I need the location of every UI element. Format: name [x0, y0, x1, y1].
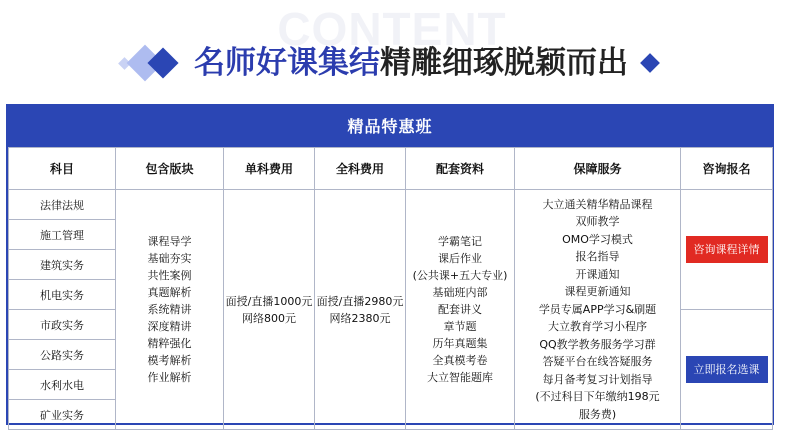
- subject-cell: 水利水电: [9, 370, 116, 400]
- service-item: (不过科目下年缴纳198元: [535, 390, 660, 404]
- module-item: 基础夯实: [147, 252, 192, 265]
- material-item: 大立智能题库: [427, 371, 493, 384]
- single-fee-cell: [224, 190, 315, 430]
- material-item: 学霸笔记: [438, 235, 482, 248]
- services-cell: [515, 190, 681, 430]
- module-item: 系统精讲: [147, 303, 192, 316]
- module-item: 共性案例: [147, 269, 192, 282]
- column-header: 咨询报名: [681, 148, 773, 190]
- subject-cell: 公路实务: [9, 340, 116, 370]
- material-item: 配套讲义: [438, 303, 482, 316]
- service-item: QQ教学教务服务学习群: [539, 337, 656, 351]
- headline-rest: 精雕细琢脱颖而出: [380, 45, 628, 81]
- material-item: 课后作业: [438, 252, 482, 265]
- module-item: 深度精讲: [147, 320, 192, 333]
- service-item: OMO学习模式: [562, 232, 633, 246]
- module-item: 精粹强化: [147, 337, 192, 350]
- consult-course-button[interactable]: 咨询课程详情: [686, 236, 768, 263]
- material-item: 章节题: [443, 320, 477, 333]
- material-item: (公共课+五大专业): [412, 269, 508, 282]
- column-header: 包含版块: [116, 148, 224, 190]
- diamond-decoration-left-icon: [118, 40, 180, 86]
- service-item: 大立教育学习小程序: [548, 320, 647, 334]
- column-header: 保障服务: [515, 148, 681, 190]
- subject-cell: 矿业实务: [9, 400, 116, 430]
- module-item: 模考解析: [147, 354, 192, 367]
- course-table: [6, 104, 774, 425]
- pricing-table: [8, 147, 773, 430]
- enroll-now-button[interactable]: 立即报名选课: [686, 356, 768, 383]
- single-fee-line: 网络800元: [242, 311, 296, 325]
- full-fee-cell: [315, 190, 406, 430]
- headline-highlight: 名师好课集结: [194, 45, 380, 81]
- service-item: 学员专属APP学习&刷题: [538, 302, 657, 316]
- table-row: [9, 190, 773, 220]
- material-item: 基础班内部: [432, 286, 488, 299]
- service-item: 服务费): [578, 407, 617, 421]
- watermark-text: CONTENT: [277, 3, 507, 55]
- module-item: 作业解析: [147, 371, 192, 384]
- material-item: 全真模考卷: [432, 354, 488, 367]
- subject-cell: 机电实务: [9, 280, 116, 310]
- service-item: 开课通知: [575, 267, 620, 281]
- module-item: 真题解析: [147, 286, 192, 299]
- subject-cell: 建筑实务: [9, 250, 116, 280]
- diamond-decoration-right-icon: [638, 40, 668, 86]
- table-header-row: [9, 148, 773, 190]
- service-item: 双师教学: [575, 215, 620, 229]
- consult-cell: [681, 190, 773, 310]
- materials-cell: [406, 190, 515, 430]
- material-item: 历年真题集: [432, 337, 488, 350]
- subject-cell: 法律法规: [9, 190, 116, 220]
- column-header: 全科费用: [315, 148, 406, 190]
- modules-cell: [116, 190, 224, 430]
- subject-cell: 市政实务: [9, 310, 116, 340]
- full-fee-line: 面授/直播2980元: [316, 294, 404, 308]
- service-item: 答疑平台在线答疑服务: [542, 355, 653, 369]
- service-item: 报名指导: [575, 250, 620, 264]
- full-fee-line: 网络2380元: [329, 311, 391, 325]
- service-item: 课程更新通知: [564, 285, 631, 299]
- single-fee-line: 面授/直播1000元: [225, 294, 313, 308]
- enroll-cell: [681, 310, 773, 430]
- subject-cell: 施工管理: [9, 220, 116, 250]
- column-header: 单科费用: [224, 148, 315, 190]
- table-banner: 精品特惠班: [8, 106, 772, 147]
- column-header: 科目: [9, 148, 116, 190]
- module-item: 课程导学: [147, 235, 192, 248]
- service-item: 每月备考复习计划指导: [542, 372, 653, 386]
- column-header: 配套资料: [406, 148, 515, 190]
- service-item: 大立通关精华精品课程: [542, 197, 653, 211]
- headline: [0, 40, 786, 86]
